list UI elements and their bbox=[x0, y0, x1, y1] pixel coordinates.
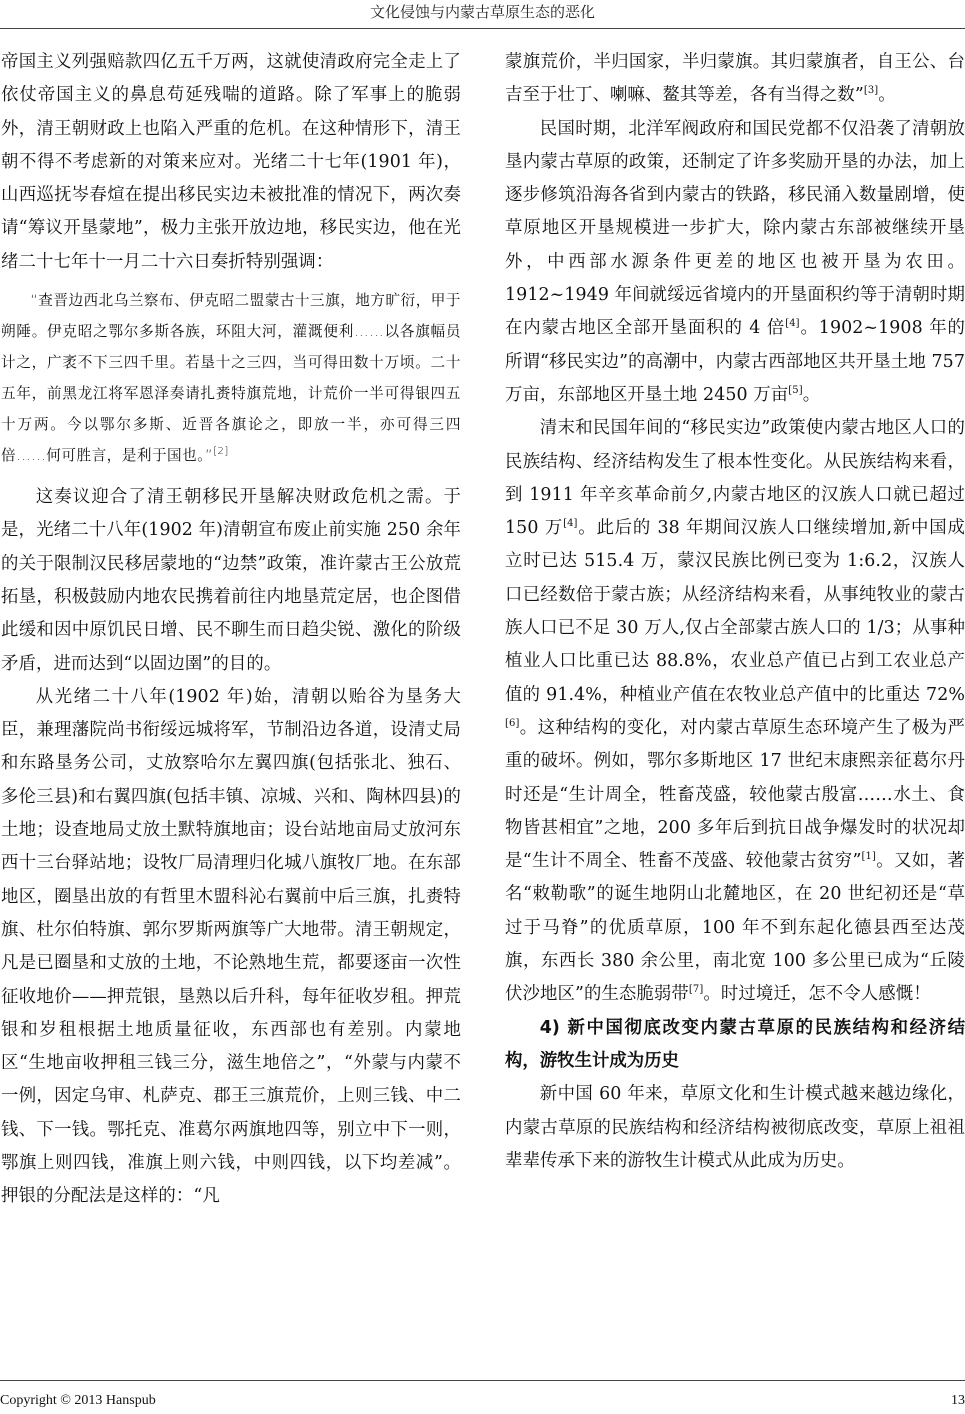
citation-ref: [2] bbox=[213, 446, 229, 458]
quote-text: “查晋边西北乌兰察布、伊克昭二盟蒙古十三旗，地方旷衍，甲于朔陲。伊克昭之鄂尔多斯各族，环阻大河，灌溉便利……以各旗幅员计之，广袤不下三四千里。若垦十之三四，当可得田数十万顷。二十五年，前黑龙江将军恩泽奏请扎赉特旗荒地，计荒价一半可得银四五十万两。今以鄂尔多斯、近晋各旗论之，即放一半，亦可得三四倍……何可胜言，是利于国也。” bbox=[1, 292, 461, 465]
paragraph-text: 清末和民国年间的“移民实边”政策使内蒙古地区人口的民族结构、经济结构发生了根本性变化。从民族结构来看，到 1911 年辛亥革命前夕,内蒙古地区的汉族人口就已超过 150 万 bbox=[505, 418, 965, 539]
paragraph: 从光绪二十八年(1902 年)始，清朝以贻谷为垦务大臣，兼理藩院尚书衔绥远城将军，节制沿边各道，设清丈局和东路垦务公司，丈放察哈尔左翼四旗(包括张北、独石、多伦三县)和右翼四旗(包括丰镇、凉城、兴和、陶林四县)的土地；设查地局丈放土默特旗地亩；设台站地亩局丈放河东西十三台驿站地；设牧厂局清理归化城八旗牧厂地。在东部地区，圈垦出放的有哲里木盟科沁右翼前中后三旗，扎赉特旗、杜尔伯特旗、郭尔罗斯两旗等广大地带。清王朝规定，凡是已圈垦和丈放的土地，不论熟地生荒，都要逐亩一次性征收地价——押荒银，垦熟以后升科，每年征收岁租。押荒银和岁租根据土地质量征收，东西部也有差别。内蒙地区“生地亩收押租三钱三分，滋生地倍之”，“外蒙与内蒙不一例，因定乌审、札萨克、郡王三旗荒价，上则三钱、中二钱、下一钱。鄂托克、准葛尔两旗地四等，别立中下一则，鄂旗上则四钱，准旗上则六钱，中则四钱，以下均差减”。押银的分配法是这样的：“凡 bbox=[1, 686, 461, 1207]
paragraph bbox=[505, 46, 965, 113]
paragraph-text: 。时过境迁，怎不令人感慨！ bbox=[703, 984, 931, 1005]
paragraph-text: 。这种结构的变化，对内蒙古草原生态环境产生了极为严重的破坏。例如，鄂尔多斯地区 17 世纪末康熙亲征葛尔丹时还是“生计周全，牲畜茂盛，较他蒙古殷富……水土、食物皆甚相宜”之地，200 多年后到抗日战争爆发时的状况却是“生计不周全、牲畜不茂盛、较他蒙古贫穷” bbox=[505, 717, 965, 872]
header-rule bbox=[0, 28, 965, 29]
paragraph-text: 。又如，著名“敕勒歌”的诞生地阴山北麓地区，在 20 世纪初还是“草过于马脊”的优质草原，100 年不到东起化德县西至达茂旗，东西长 380 余公里，南北宽 100 多公里已成为“丘陵伏沙地区”的生态脆弱带 bbox=[505, 851, 965, 1005]
paragraph-text: 。 bbox=[878, 85, 896, 106]
left-column bbox=[1, 46, 461, 1214]
page-number: 13 bbox=[951, 1393, 965, 1408]
right-column bbox=[505, 46, 965, 1178]
paragraph bbox=[505, 113, 965, 413]
citation-ref: [7] bbox=[688, 984, 704, 996]
block-quote bbox=[1, 285, 461, 471]
citation-ref: [3] bbox=[863, 85, 879, 97]
citation-ref: [5] bbox=[788, 385, 803, 397]
paragraph-text: 民国时期，北洋军阀政府和国民党都不仅沿袭了清朝放垦内蒙古草原的政策，还制定了许多奖励开垦的办法，加上逐步修筑沿海各省到内蒙古的铁路，移民涌入数量剧增，使草原地区开垦规模进一步扩大，除内蒙古东部被继续开垦外，中西部水源条件更差的地区也被开垦为农田。1912~1949 年间就绥远省境内的开垦面积约等于清朝时期在内蒙古地区全部开垦面积的 4 倍 bbox=[505, 118, 965, 339]
paragraph: 帝国主义列强赔款四亿五千万两，这就使清政府完全走上了依仗帝国主义的鼻息苟延残喘的道路。除了军事上的脆弱外，清王朝财政上也陷入严重的危机。在这种情形下，清王朝不得不考虑新的对策来应对。光绪二十七年(1901 年)，山西巡抚岑春煊在提出移民实边未被批准的情况下，两次奏请“筹议开垦蒙地”，极力主张开放边地，移民实边，他在光绪二十七年十一月二十六日奏折特别强调： bbox=[1, 52, 461, 272]
paragraph bbox=[505, 412, 965, 1011]
paragraph-text: 蒙旗荒价，半归国家，半归蒙旗。其归蒙旗者，自王公、台吉至于壮丁、喇嘛、鳌其等差，各有当得之数” bbox=[505, 52, 965, 106]
footer-copyright: Copyright © 2013 Hanspub bbox=[0, 1393, 156, 1408]
footer-rule bbox=[0, 1380, 965, 1381]
citation-ref: [6] bbox=[505, 718, 520, 730]
citation-ref: [4] bbox=[785, 318, 800, 330]
running-header: 文化侵蚀与内蒙古草原生态的恶化 bbox=[369, 3, 595, 21]
paragraph: 新中国 60 年来，草原文化和生计模式越来越边缘化，内蒙古草原的民族结构和经济结构被彻底改变，草原上祖祖辈辈传承下来的游牧生计模式从此成为历史。 bbox=[505, 1084, 965, 1171]
section-heading: 4) 新中国彻底改变内蒙古草原的民族结构和经济结构，游牧生计成为历史 bbox=[505, 1017, 965, 1071]
citation-ref: [4] bbox=[563, 518, 578, 530]
paragraph-text: 。 bbox=[802, 384, 821, 405]
paragraph: 这奏议迎合了清王朝移民开垦解决财政危机之需。于是，光绪二十八年(1902 年)清朝宣布废止前实施 250 余年的关于限制汉民移居蒙地的“边禁”政策，准许蒙古王公放荒拓垦，积极鼓励内地农民携着前往内地垦荒定居，也企图借此缓和因中原饥民日增、民不聊生而日趋尖锐、激化的阶级矛盾，进而达到“以固边圉”的目的。 bbox=[1, 487, 461, 674]
paragraph-text: 。1902~1908 年的所谓“移民实边”的高潮中，内蒙古西部地区共开垦土地 757 万亩，东部地区开垦土地 2450 万亩 bbox=[505, 318, 965, 405]
citation-ref: [1] bbox=[861, 851, 876, 863]
paragraph-text: 。此后的 38 年期间汉族人口继续增加,新中国成立时已达 515.4 万，蒙汉民族比例已变为 1:6.2，汉族人口已经数倍于蒙古族；从经济结构来看，从事纯牧业的蒙古族人口已不足 30 万人,仅占全部蒙古族人口的 1/3；从事种植业人口比重已达 88.8%，农业总产值已占到工农业总产值的 91.4%，种植业产值在农牧业总产值中的比重达 72% bbox=[505, 518, 965, 705]
